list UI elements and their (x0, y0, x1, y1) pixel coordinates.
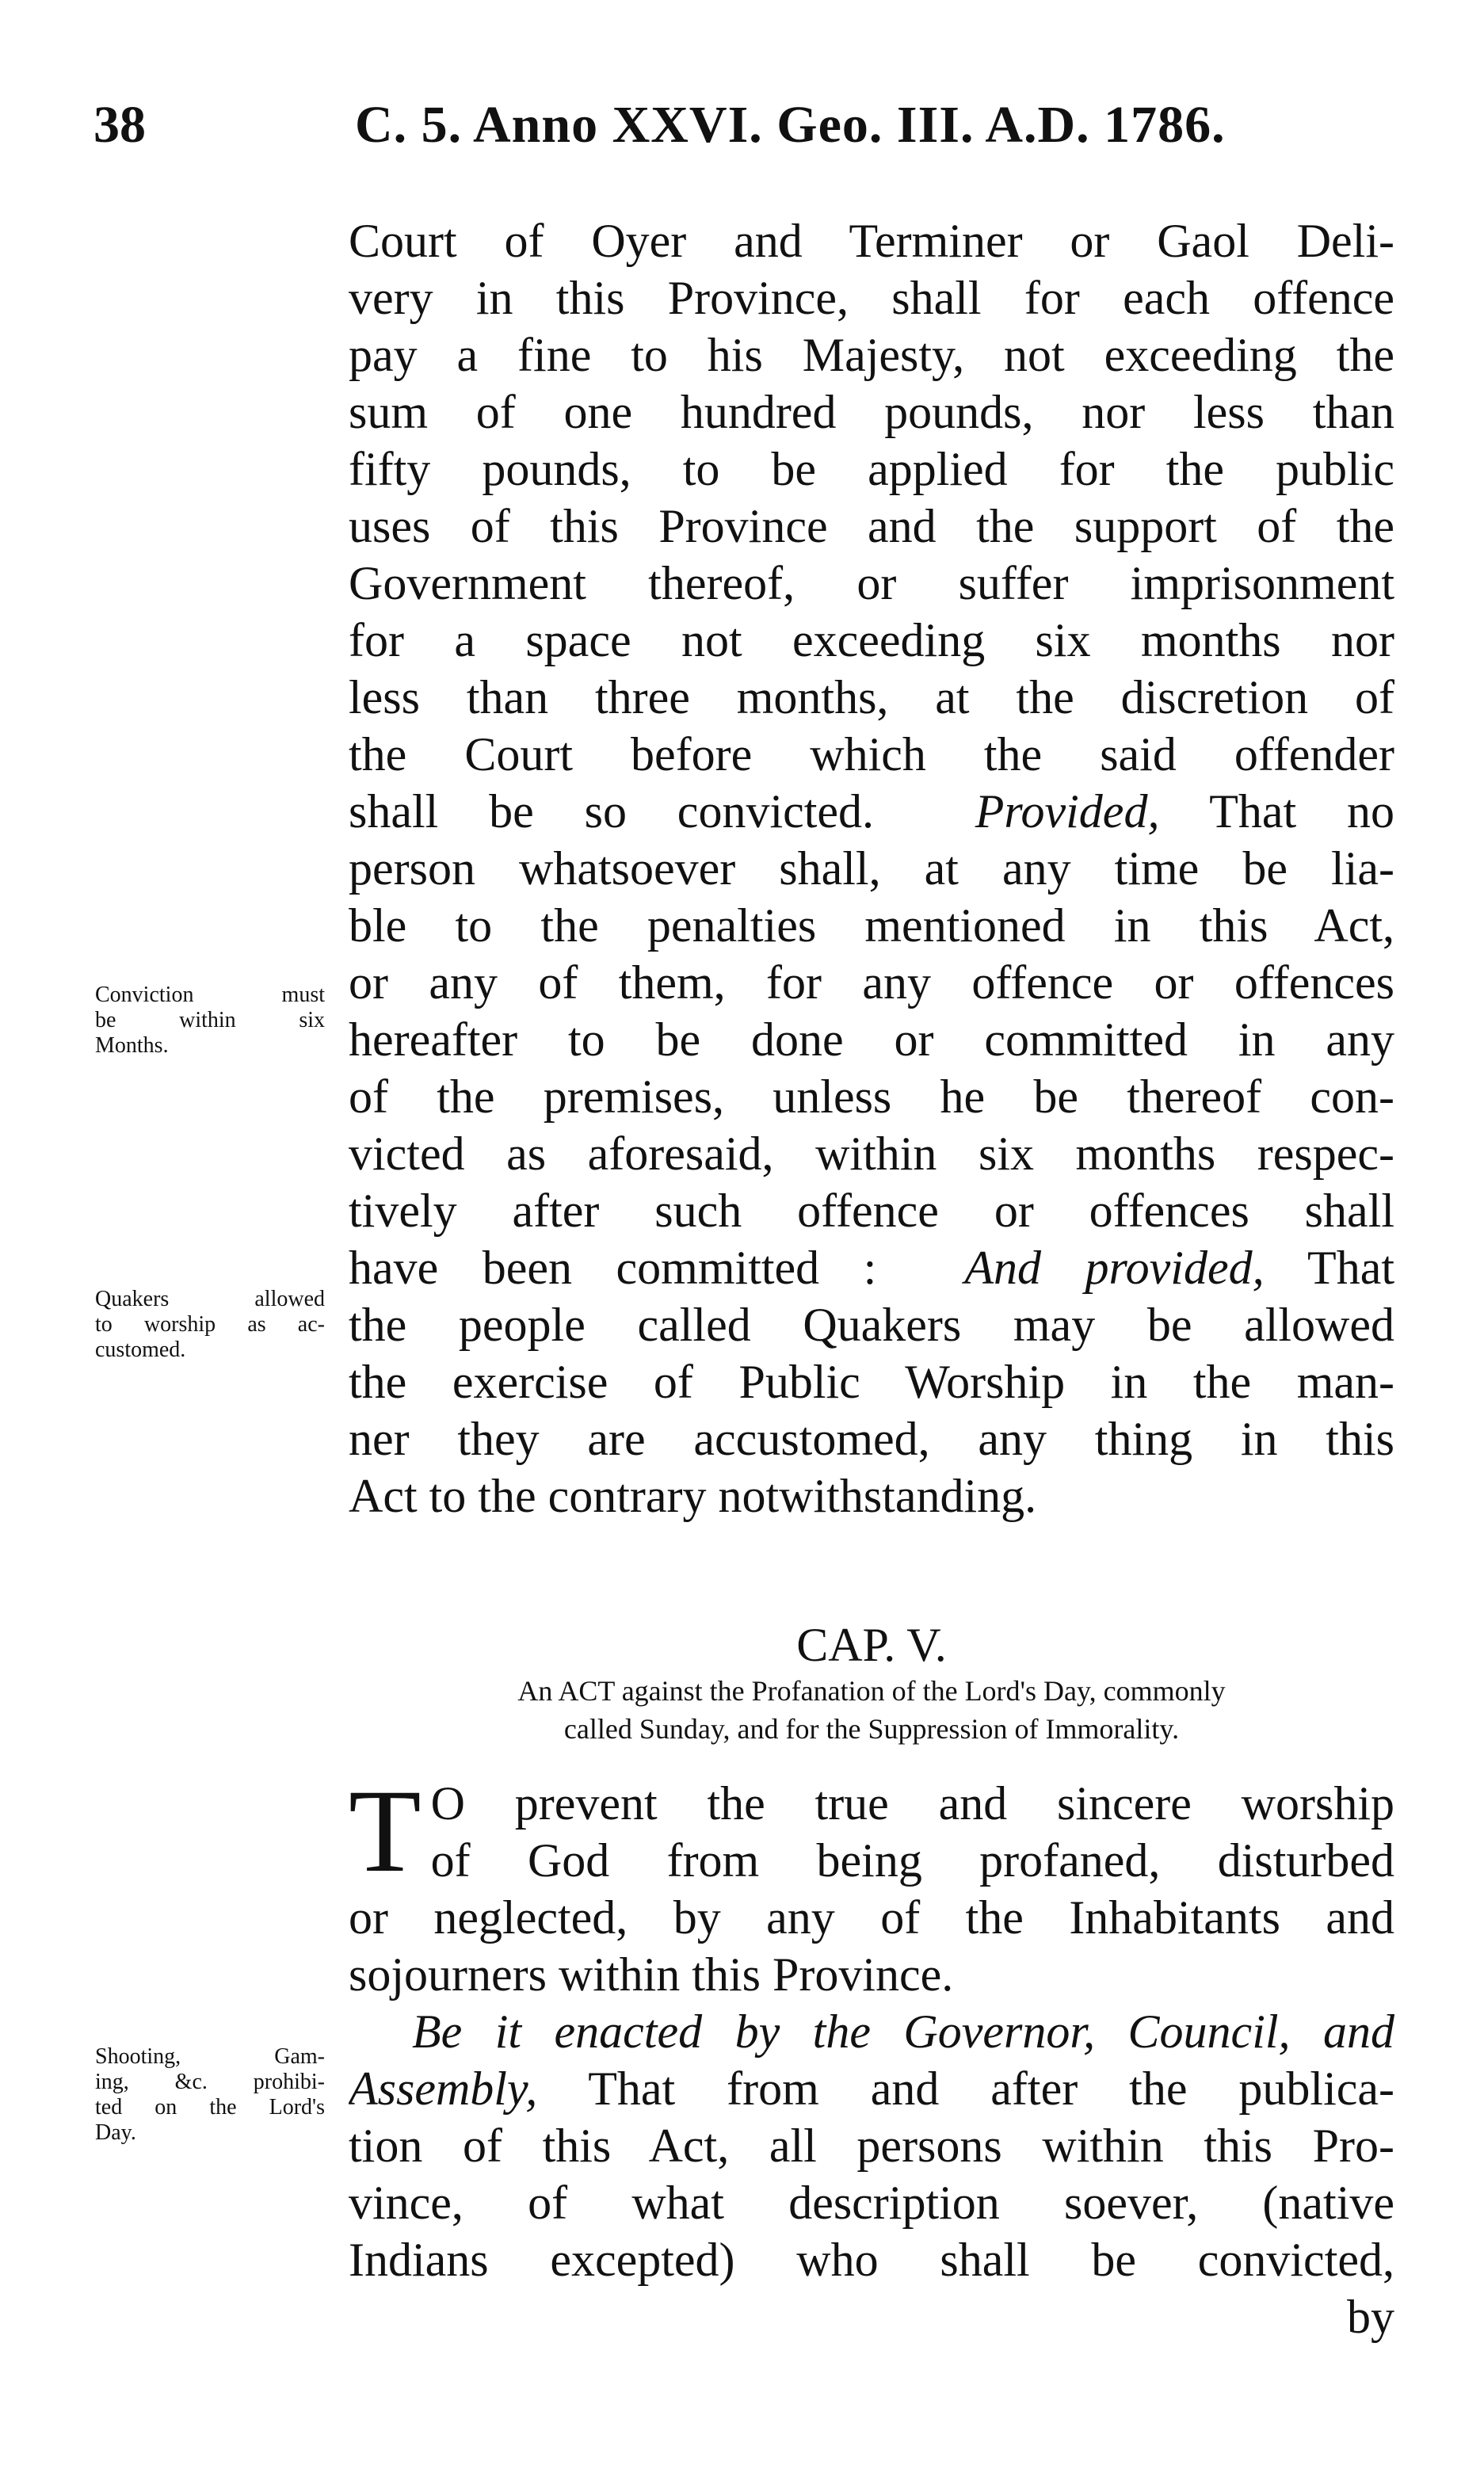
running-title: C. 5. Anno XXVI. Geo. III. A.D. 1786. (355, 96, 1226, 154)
and-provided-word: And provided, (964, 1242, 1265, 1294)
text-line: vince, of what description soever, (native (349, 2177, 1394, 2229)
text-line: tively after such offence or offences shall (349, 1185, 1394, 1237)
text-line: Act to the contrary notwithstanding. (349, 1470, 1037, 1522)
text-line: Indians excepted) who shall be convicted, (349, 2234, 1394, 2286)
text-segment: That from and after the publica- (537, 2062, 1394, 2115)
text-line: less than three months, at the discretion of (349, 671, 1394, 723)
text-line: person whatsoever shall, at any time be lia- (349, 842, 1394, 895)
text-line: O prevent the true and sincere worship (430, 1777, 1394, 1830)
margin-note-line: Day. (95, 2120, 136, 2145)
text-line: the people called Quakers may be allowed (349, 1299, 1394, 1351)
text-line: Court of Oyer and Terminer or Gaol Deli- (349, 215, 1394, 267)
margin-note-line: customed. (95, 1337, 186, 1362)
margin-note-line: ted on the Lord's (95, 2095, 325, 2120)
chapter-subtitle-line: called Sunday, and for the Suppression of Immorality. (563, 1713, 1180, 1745)
margin-note-line: Quakers allowed (95, 1287, 325, 1311)
margin-note-line: be within six (95, 1008, 325, 1032)
margin-note-conviction (95, 983, 325, 1059)
margin-note-line: Conviction must (95, 983, 325, 1007)
text-line: the Court before which the said offender (349, 728, 1394, 780)
provided-word: Provided, (975, 785, 1160, 838)
text-line: the exercise of Public Worship in the man- (349, 1356, 1394, 1408)
margin-note-quakers (95, 1287, 325, 1363)
text-segment: have been committed : (349, 1242, 877, 1294)
text-line: or any of them, for any offence or offences (349, 956, 1394, 1009)
text-line: very in this Province, shall for each offence (349, 272, 1394, 324)
margin-note-line: Months. (95, 1033, 169, 1058)
text-line: ner they are accustomed, any thing in this (349, 1413, 1394, 1465)
act-text-continued (349, 212, 1394, 1524)
text-line: for a space not exceeding six months nor (349, 614, 1394, 666)
text-line: of the premises, unless he be thereof con- (349, 1070, 1394, 1123)
text-segment: shall be so convicted. (349, 785, 875, 838)
text-line-assembly (349, 2060, 1394, 2117)
text-line: ble to the penalties mentioned in this Act, (349, 899, 1394, 952)
enacting-clause: Be it enacted by the Governor, Council, and (412, 2005, 1394, 2058)
text-line: fifty pounds, to be applied for the public (349, 443, 1394, 495)
margin-note-line: to worship as ac- (95, 1312, 325, 1337)
text-line-provided (349, 783, 1394, 840)
text-line: tion of this Act, all persons within this Pro- (349, 2120, 1394, 2172)
text-line: sum of one hundred pounds, nor less than (349, 386, 1394, 438)
text-line: Government thereof, or suffer imprisonment (349, 557, 1394, 609)
text-segment: That no (1159, 785, 1394, 838)
catchword: by (1347, 2291, 1394, 2343)
text-line: sojourners within this Province. (349, 1948, 954, 2001)
text-line: victed as aforesaid, within six months respec- (349, 1128, 1394, 1180)
page-header (93, 93, 1393, 157)
margin-note-line: ing, &c. prohibi- (95, 2070, 325, 2094)
margin-note-shooting (95, 2044, 325, 2146)
assembly-word: Assembly, (349, 2062, 538, 2115)
text-line: or neglected, by any of the Inhabitants and (349, 1891, 1394, 1944)
text-line: pay a fine to his Majesty, not exceeding the (349, 329, 1394, 381)
text-line: of God from being profaned, disturbed (430, 1834, 1394, 1887)
page-number: 38 (93, 96, 146, 154)
text-line-and-provided (349, 1239, 1394, 1296)
margin-note-line: Shooting, Gam- (95, 2044, 325, 2069)
text-line: hereafter to be done or committed in any (349, 1013, 1394, 1066)
chapter-title: CAP. V. (796, 1619, 947, 1671)
text-segment: That (1264, 1242, 1394, 1294)
text-line: uses of this Province and the support of the (349, 500, 1394, 552)
chapter-subtitle-line: An ACT against the Profanation of the Lord's Day, commonly (517, 1675, 1226, 1707)
drop-cap: T (349, 1765, 422, 1897)
act-text-cap-v (349, 1765, 1394, 2345)
